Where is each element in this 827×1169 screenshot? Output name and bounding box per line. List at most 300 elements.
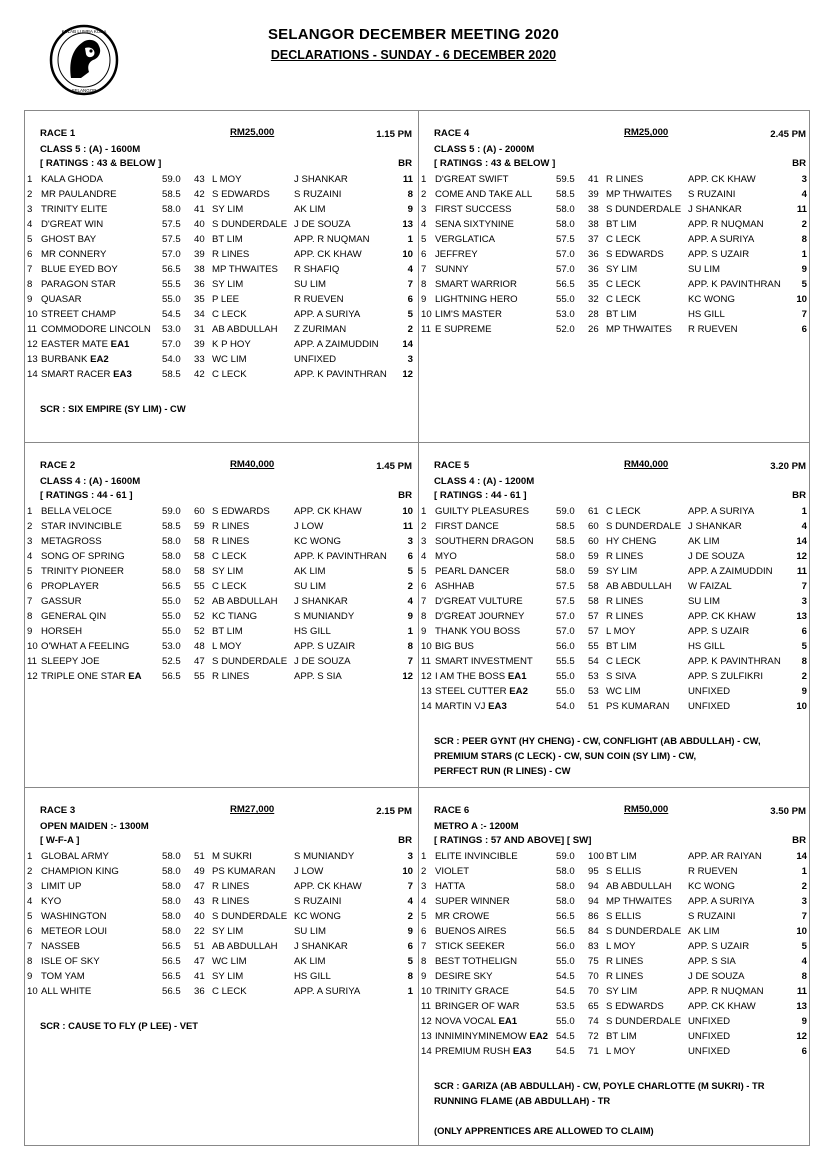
entry-tag: EA <box>128 671 142 682</box>
horse-name: SMART WARRIOR <box>435 279 517 290</box>
runner-weight: 56.5 <box>162 941 181 952</box>
runner-weight: 57.0 <box>556 626 575 637</box>
horse-name: GASSUR <box>41 596 82 607</box>
runner-row <box>421 985 809 1000</box>
horse-name-cell <box>435 1015 517 1028</box>
horse-name-cell <box>435 323 492 336</box>
race-time: 3.50 PM <box>770 806 806 817</box>
horse-name-cell <box>435 910 489 923</box>
runner-barrier: 12 <box>402 671 413 682</box>
runner-weight: 54.5 <box>556 1031 575 1042</box>
scratchings-line: SCR : PEER GYNT (HY CHENG) - CW, CONFLIGHT (AB ABDULLAH) - CW, <box>434 735 761 746</box>
runner-trainer: BT LIM <box>606 851 637 862</box>
runner-number: 12 <box>27 339 38 350</box>
horse-name: GHOST BAY <box>41 234 97 245</box>
horse-name-cell <box>41 865 119 878</box>
horse-name: PREMIUM RUSH <box>435 1046 511 1057</box>
runner-trainer: R LINES <box>606 611 644 622</box>
runner-row <box>27 970 415 985</box>
horse-name-cell <box>41 580 99 593</box>
horse-name-cell <box>435 550 457 563</box>
runner-trainer: S DUNDERDALE <box>606 926 682 937</box>
runner-number: 5 <box>27 234 33 245</box>
runner-rating: 48 <box>194 641 205 652</box>
horse-name: SENA SIXTYNINE <box>435 219 514 230</box>
runner-weight: 58.0 <box>556 881 575 892</box>
horse-name-cell <box>435 670 527 683</box>
runner-barrier: 6 <box>407 294 413 305</box>
runner-rating: 83 <box>588 941 599 952</box>
runner-number: 6 <box>421 249 427 260</box>
race-time: 1.15 PM <box>376 129 412 140</box>
runner-weight: 57.5 <box>556 234 575 245</box>
runner-rating: 58 <box>194 536 205 547</box>
runner-rating: 32 <box>588 294 599 305</box>
runner-trainer: R LINES <box>212 896 250 907</box>
runner-number: 13 <box>421 686 432 697</box>
runner-jockey: AK LIM <box>294 204 326 215</box>
runner-trainer: SY LIM <box>212 204 244 215</box>
horse-name-cell <box>41 550 125 563</box>
runner-rating: 95 <box>588 866 599 877</box>
runner-number: 12 <box>421 1016 432 1027</box>
runner-trainer: M SUKRI <box>212 851 252 862</box>
runner-rating: 52 <box>194 596 205 607</box>
horse-name-cell <box>41 955 100 968</box>
entry-tag: EA3 <box>512 1046 532 1057</box>
horse-name-cell <box>435 188 532 201</box>
runner-number: 8 <box>27 956 33 967</box>
runner-number: 9 <box>27 971 33 982</box>
race-card <box>25 788 418 1145</box>
horse-name-cell <box>435 263 469 276</box>
runner-rating: 43 <box>194 174 205 185</box>
runner-row <box>27 203 415 218</box>
runner-rating: 60 <box>588 536 599 547</box>
runner-weight: 55.5 <box>162 279 181 290</box>
runner-row <box>27 940 415 955</box>
runner-rating: 41 <box>194 204 205 215</box>
runner-row <box>421 610 809 625</box>
horse-name: BRINGER OF WAR <box>435 1001 520 1012</box>
runner-number: 5 <box>27 566 33 577</box>
race-prize: RM50,000 <box>624 804 669 815</box>
runner-rating: 65 <box>588 1001 599 1012</box>
horse-name: I AM THE BOSS <box>435 671 506 682</box>
horse-name: D'GREAT VULTURE <box>435 596 523 607</box>
runner-jockey: UNFIXED <box>688 701 731 712</box>
runner-row <box>27 505 415 520</box>
horse-name-cell <box>41 610 106 623</box>
race-prize: RM40,000 <box>624 459 669 470</box>
horse-name-cell <box>41 670 142 683</box>
runner-row <box>27 353 415 368</box>
runner-trainer: L MOY <box>212 641 242 652</box>
runner-jockey: APP. CK KHAW <box>294 506 362 517</box>
runner-row <box>27 925 415 940</box>
runner-row <box>421 685 809 700</box>
runner-jockey: R RUEVEN <box>688 866 738 877</box>
runner-number: 13 <box>27 354 38 365</box>
runner-trainer: MP THWAITES <box>606 896 672 907</box>
horse-name-cell <box>435 293 518 306</box>
runner-barrier: 3 <box>407 536 413 547</box>
race-title: RACE 6 <box>434 805 470 816</box>
runner-trainer: S DUNDERDALE <box>212 219 288 230</box>
runner-number: 1 <box>27 506 33 517</box>
runner-rating: 86 <box>588 911 599 922</box>
runner-rating: 47 <box>194 881 205 892</box>
runner-weight: 58.0 <box>162 204 181 215</box>
horse-name-cell <box>41 188 117 201</box>
horse-name-cell <box>435 940 505 953</box>
runner-trainer: C LECK <box>212 369 247 380</box>
runner-barrier: 3 <box>407 851 413 862</box>
runner-number: 5 <box>421 911 427 922</box>
runner-jockey: HS GILL <box>294 971 331 982</box>
runner-rating: 59 <box>588 551 599 562</box>
runner-jockey: APP. K PAVINTHRAN <box>294 551 387 562</box>
runner-trainer: C LECK <box>212 309 247 320</box>
runner-trainer: SY LIM <box>212 926 244 937</box>
runner-barrier: 2 <box>407 581 413 592</box>
runner-weight: 57.0 <box>162 339 181 350</box>
runner-trainer: R LINES <box>606 596 644 607</box>
race-rating: [ RATINGS : 43 & BELOW ] <box>434 158 556 169</box>
horse-name-cell <box>435 278 517 291</box>
runner-weight: 54.5 <box>162 309 181 320</box>
runner-weight: 58.5 <box>162 189 181 200</box>
runner-row <box>421 910 809 925</box>
runner-weight: 58.5 <box>162 369 181 380</box>
race-class: CLASS 4 : (A) - 1600M <box>40 476 141 487</box>
runner-list <box>421 850 809 1060</box>
runner-rating: 51 <box>588 701 599 712</box>
runner-number: 5 <box>421 234 427 245</box>
runner-row <box>421 188 809 203</box>
runner-weight: 54.0 <box>162 354 181 365</box>
runner-number: 7 <box>27 941 33 952</box>
runner-row <box>27 323 415 338</box>
runner-trainer: C LECK <box>212 986 247 997</box>
horse-name-cell <box>41 293 82 306</box>
horse-name: METEOR LOUI <box>41 926 108 937</box>
race-time: 2.45 PM <box>770 129 806 140</box>
runner-row <box>421 505 809 520</box>
horse-name: STREET CHAMP <box>41 309 116 320</box>
runner-jockey: J SHANKAR <box>294 174 348 185</box>
runner-trainer: AB ABDULLAH <box>212 596 278 607</box>
horse-name-cell <box>41 640 129 653</box>
runner-weight: 57.5 <box>556 596 575 607</box>
runner-trainer: PS KUMARAN <box>212 866 276 877</box>
runner-row <box>27 655 415 670</box>
horse-name-cell <box>435 955 517 968</box>
race-time: 1.45 PM <box>376 461 412 472</box>
runner-number: 8 <box>27 611 33 622</box>
runner-trainer: K P HOY <box>212 339 251 350</box>
runner-number: 13 <box>421 1031 432 1042</box>
runner-row <box>421 850 809 865</box>
runner-number: 10 <box>27 309 38 320</box>
runner-rating: 84 <box>588 926 599 937</box>
runner-jockey: J SHANKAR <box>294 941 348 952</box>
horse-name: FIRST DANCE <box>435 521 499 532</box>
runner-row <box>27 550 415 565</box>
runner-number: 3 <box>27 536 33 547</box>
horse-name: ISLE OF SKY <box>41 956 100 967</box>
scratchings-line: SCR : GARIZA (AB ABDULLAH) - CW, POYLE CHARLOTTE (M SUKRI) - TR <box>434 1080 765 1091</box>
horse-name-cell <box>435 685 528 698</box>
runner-jockey: APP. S UZAIR <box>688 249 750 260</box>
horse-name: SOUTHERN DRAGON <box>435 536 534 547</box>
horse-name: KYO <box>41 896 62 907</box>
runner-barrier: 9 <box>801 264 807 275</box>
runner-number: 3 <box>421 881 427 892</box>
runner-rating: 40 <box>194 234 205 245</box>
horse-name-cell <box>41 218 103 231</box>
runner-weight: 59.5 <box>556 174 575 185</box>
horse-name-cell <box>41 940 80 953</box>
runner-trainer: MP THWAITES <box>606 189 672 200</box>
runner-trainer: SY LIM <box>606 986 638 997</box>
runner-jockey: APP. CK KHAW <box>688 1001 756 1012</box>
runner-jockey: SU LIM <box>688 264 720 275</box>
runner-weight: 58.0 <box>162 866 181 877</box>
runner-jockey: AK LIM <box>688 536 720 547</box>
horse-name: STEEL CUTTER <box>435 686 507 697</box>
runner-barrier: 5 <box>407 956 413 967</box>
horse-name: D'GREAT JOURNEY <box>435 611 525 622</box>
runner-weight: 58.5 <box>162 521 181 532</box>
runner-trainer: C LECK <box>606 294 641 305</box>
runner-weight: 59.0 <box>162 174 181 185</box>
runner-jockey: APP. R NUQMAN <box>688 986 764 997</box>
runner-jockey: S RUZAINI <box>688 911 736 922</box>
races-grid <box>24 110 810 1146</box>
runner-barrier: 2 <box>801 219 807 230</box>
runner-jockey: APP. K PAVINTHRAN <box>688 656 781 667</box>
entry-tag: EA2 <box>90 354 109 365</box>
runner-row <box>421 625 809 640</box>
horse-name-cell <box>41 595 82 608</box>
race-rating: [ RATINGS : 44 - 61 ] <box>434 490 527 501</box>
runner-rating: 58 <box>588 581 599 592</box>
race-card <box>25 111 418 442</box>
runner-jockey: SU LIM <box>294 581 326 592</box>
runner-weight: 58.0 <box>162 536 181 547</box>
runner-rating: 47 <box>194 656 205 667</box>
runner-jockey: APP. R NUQMAN <box>688 219 764 230</box>
runner-weight: 56.5 <box>162 264 181 275</box>
runner-row <box>421 203 809 218</box>
horse-name-cell <box>41 353 109 366</box>
runner-number: 6 <box>421 926 427 937</box>
runner-weight: 56.0 <box>556 941 575 952</box>
runner-number: 8 <box>421 611 427 622</box>
runner-weight: 53.0 <box>162 641 181 652</box>
runner-number: 4 <box>421 551 427 562</box>
runner-rating: 36 <box>194 279 205 290</box>
runner-weight: 55.0 <box>162 626 181 637</box>
runner-trainer: BT LIM <box>606 309 637 320</box>
entry-tag: EA2 <box>529 1031 549 1042</box>
runner-jockey: APP. A ZAIMUDDIN <box>294 339 379 350</box>
runner-trainer: AB ABDULLAH <box>606 881 672 892</box>
runner-weight: 52.0 <box>556 324 575 335</box>
runner-rating: 35 <box>194 294 205 305</box>
runner-barrier: 8 <box>801 234 807 245</box>
runner-weight: 56.5 <box>556 279 575 290</box>
runner-weight: 58.0 <box>162 851 181 862</box>
horse-name-cell <box>435 218 514 231</box>
runner-row <box>421 640 809 655</box>
runner-trainer: S DUNDERDALE <box>606 521 682 532</box>
horse-name-cell <box>41 910 107 923</box>
runner-rating: 38 <box>588 204 599 215</box>
runner-rating: 41 <box>194 971 205 982</box>
runner-rating: 38 <box>588 219 599 230</box>
runner-barrier: 11 <box>402 174 413 185</box>
runner-rating: 59 <box>588 566 599 577</box>
runner-trainer: L MOY <box>212 174 242 185</box>
page-subtitle: DECLARATIONS - SUNDAY - 6 DECEMBER 2020 <box>270 48 557 62</box>
horse-name: WASHINGTON <box>41 911 107 922</box>
runner-row <box>421 520 809 535</box>
runner-trainer: MP THWAITES <box>606 324 672 335</box>
runner-barrier: 10 <box>402 249 413 260</box>
horse-name-cell <box>41 368 132 381</box>
horse-name-cell <box>435 535 534 548</box>
race-card <box>419 788 812 1145</box>
runner-rating: 58 <box>194 566 205 577</box>
runner-rating: 55 <box>194 581 205 592</box>
horse-name: LIM'S MASTER <box>435 309 502 320</box>
runner-trainer: S DUNDERDALE <box>212 656 288 667</box>
horse-name: HORSEH <box>41 626 83 637</box>
runner-weight: 58.5 <box>556 521 575 532</box>
horse-name-cell <box>41 970 85 983</box>
race-class: METRO A :- 1200M <box>434 821 519 832</box>
runner-barrier: 10 <box>402 506 413 517</box>
runner-barrier: 11 <box>796 204 807 215</box>
runner-number: 2 <box>421 866 427 877</box>
runner-trainer: S DUNDERDALE <box>212 911 288 922</box>
runner-row <box>421 233 809 248</box>
horse-name: MR CONNERY <box>41 249 107 260</box>
horse-name: INNIMINYMINEMOW <box>435 1031 527 1042</box>
runner-list <box>27 850 415 1000</box>
runner-number: 9 <box>27 626 33 637</box>
runner-row <box>421 1015 809 1030</box>
horse-name-cell <box>435 895 510 908</box>
runner-weight: 58.0 <box>162 881 181 892</box>
runner-trainer: AB ABDULLAH <box>606 581 672 592</box>
runner-row <box>421 940 809 955</box>
runner-number: 3 <box>27 881 33 892</box>
barrier-header: BR <box>398 835 412 846</box>
runner-barrier: 3 <box>801 896 807 907</box>
runner-weight: 58.0 <box>556 219 575 230</box>
runner-jockey: J SHANKAR <box>688 204 742 215</box>
runner-jockey: APP. S UZAIR <box>688 626 750 637</box>
runner-row <box>421 880 809 895</box>
runner-barrier: 3 <box>801 596 807 607</box>
runner-row <box>421 308 809 323</box>
runner-rating: 60 <box>194 506 205 517</box>
race-title: RACE 1 <box>40 128 76 139</box>
horse-name: THANK YOU BOSS <box>435 626 521 637</box>
horse-name: O'WHAT A FEELING <box>41 641 130 652</box>
horse-name-cell <box>41 535 102 548</box>
horse-name: STICK SEEKER <box>435 941 505 952</box>
runner-jockey: J DE SOUZA <box>688 551 745 562</box>
runner-weight: 55.0 <box>556 671 575 682</box>
runner-row <box>27 880 415 895</box>
runner-rating: 53 <box>588 671 599 682</box>
horse-name-cell <box>435 595 523 608</box>
runner-barrier: 3 <box>407 354 413 365</box>
page-subtitle-wrap <box>0 48 827 62</box>
runner-barrier: 3 <box>801 174 807 185</box>
runner-weight: 58.0 <box>162 911 181 922</box>
runner-jockey: APP. S ZULFIKRI <box>688 671 763 682</box>
entry-tag: EA1 <box>507 671 527 682</box>
page-title: SELANGOR DECEMBER MEETING 2020 <box>267 26 560 43</box>
runner-rating: 26 <box>588 324 599 335</box>
runner-jockey: J DE SOUZA <box>294 219 351 230</box>
runner-barrier: 5 <box>407 566 413 577</box>
runner-rating: 72 <box>588 1031 599 1042</box>
runner-rating: 43 <box>194 896 205 907</box>
runner-jockey: S RUZAINI <box>294 896 342 907</box>
runner-jockey: AK LIM <box>688 926 720 937</box>
runner-row <box>421 323 809 338</box>
horse-name: GLOBAL ARMY <box>41 851 109 862</box>
runner-jockey: S MUNIANDY <box>294 851 355 862</box>
runner-barrier: 8 <box>407 971 413 982</box>
runner-trainer: BT LIM <box>606 219 637 230</box>
barrier-header: BR <box>792 158 806 169</box>
runner-rating: 35 <box>588 279 599 290</box>
runner-rating: 36 <box>194 986 205 997</box>
runner-trainer: S EDWARDS <box>606 249 664 260</box>
runner-row <box>27 865 415 880</box>
runner-number: 2 <box>421 189 427 200</box>
runner-number: 14 <box>421 1046 432 1057</box>
runner-number: 8 <box>421 956 427 967</box>
runner-barrier: 10 <box>796 294 807 305</box>
runner-trainer: AB ABDULLAH <box>212 324 278 335</box>
runner-barrier: 5 <box>801 941 807 952</box>
runner-jockey: APP. CK KHAW <box>688 611 756 622</box>
horse-name: BELLA VELOCE <box>41 506 112 517</box>
runner-trainer: SY LIM <box>606 566 638 577</box>
runner-weight: 55.0 <box>556 956 575 967</box>
horse-name: LIGHTNING HERO <box>435 294 518 305</box>
horse-name-cell <box>435 505 529 518</box>
runner-trainer: S EDWARDS <box>212 506 270 517</box>
runner-trainer: R LINES <box>212 671 250 682</box>
runner-jockey: J SHANKAR <box>688 521 742 532</box>
runner-rating: 33 <box>194 354 205 365</box>
runner-number: 11 <box>421 324 431 335</box>
runner-trainer: S ELLIS <box>606 911 642 922</box>
horse-name: PARAGON STAR <box>41 279 116 290</box>
runner-row <box>421 173 809 188</box>
runner-barrier: 12 <box>402 369 413 380</box>
horse-name: MR CROWE <box>435 911 490 922</box>
